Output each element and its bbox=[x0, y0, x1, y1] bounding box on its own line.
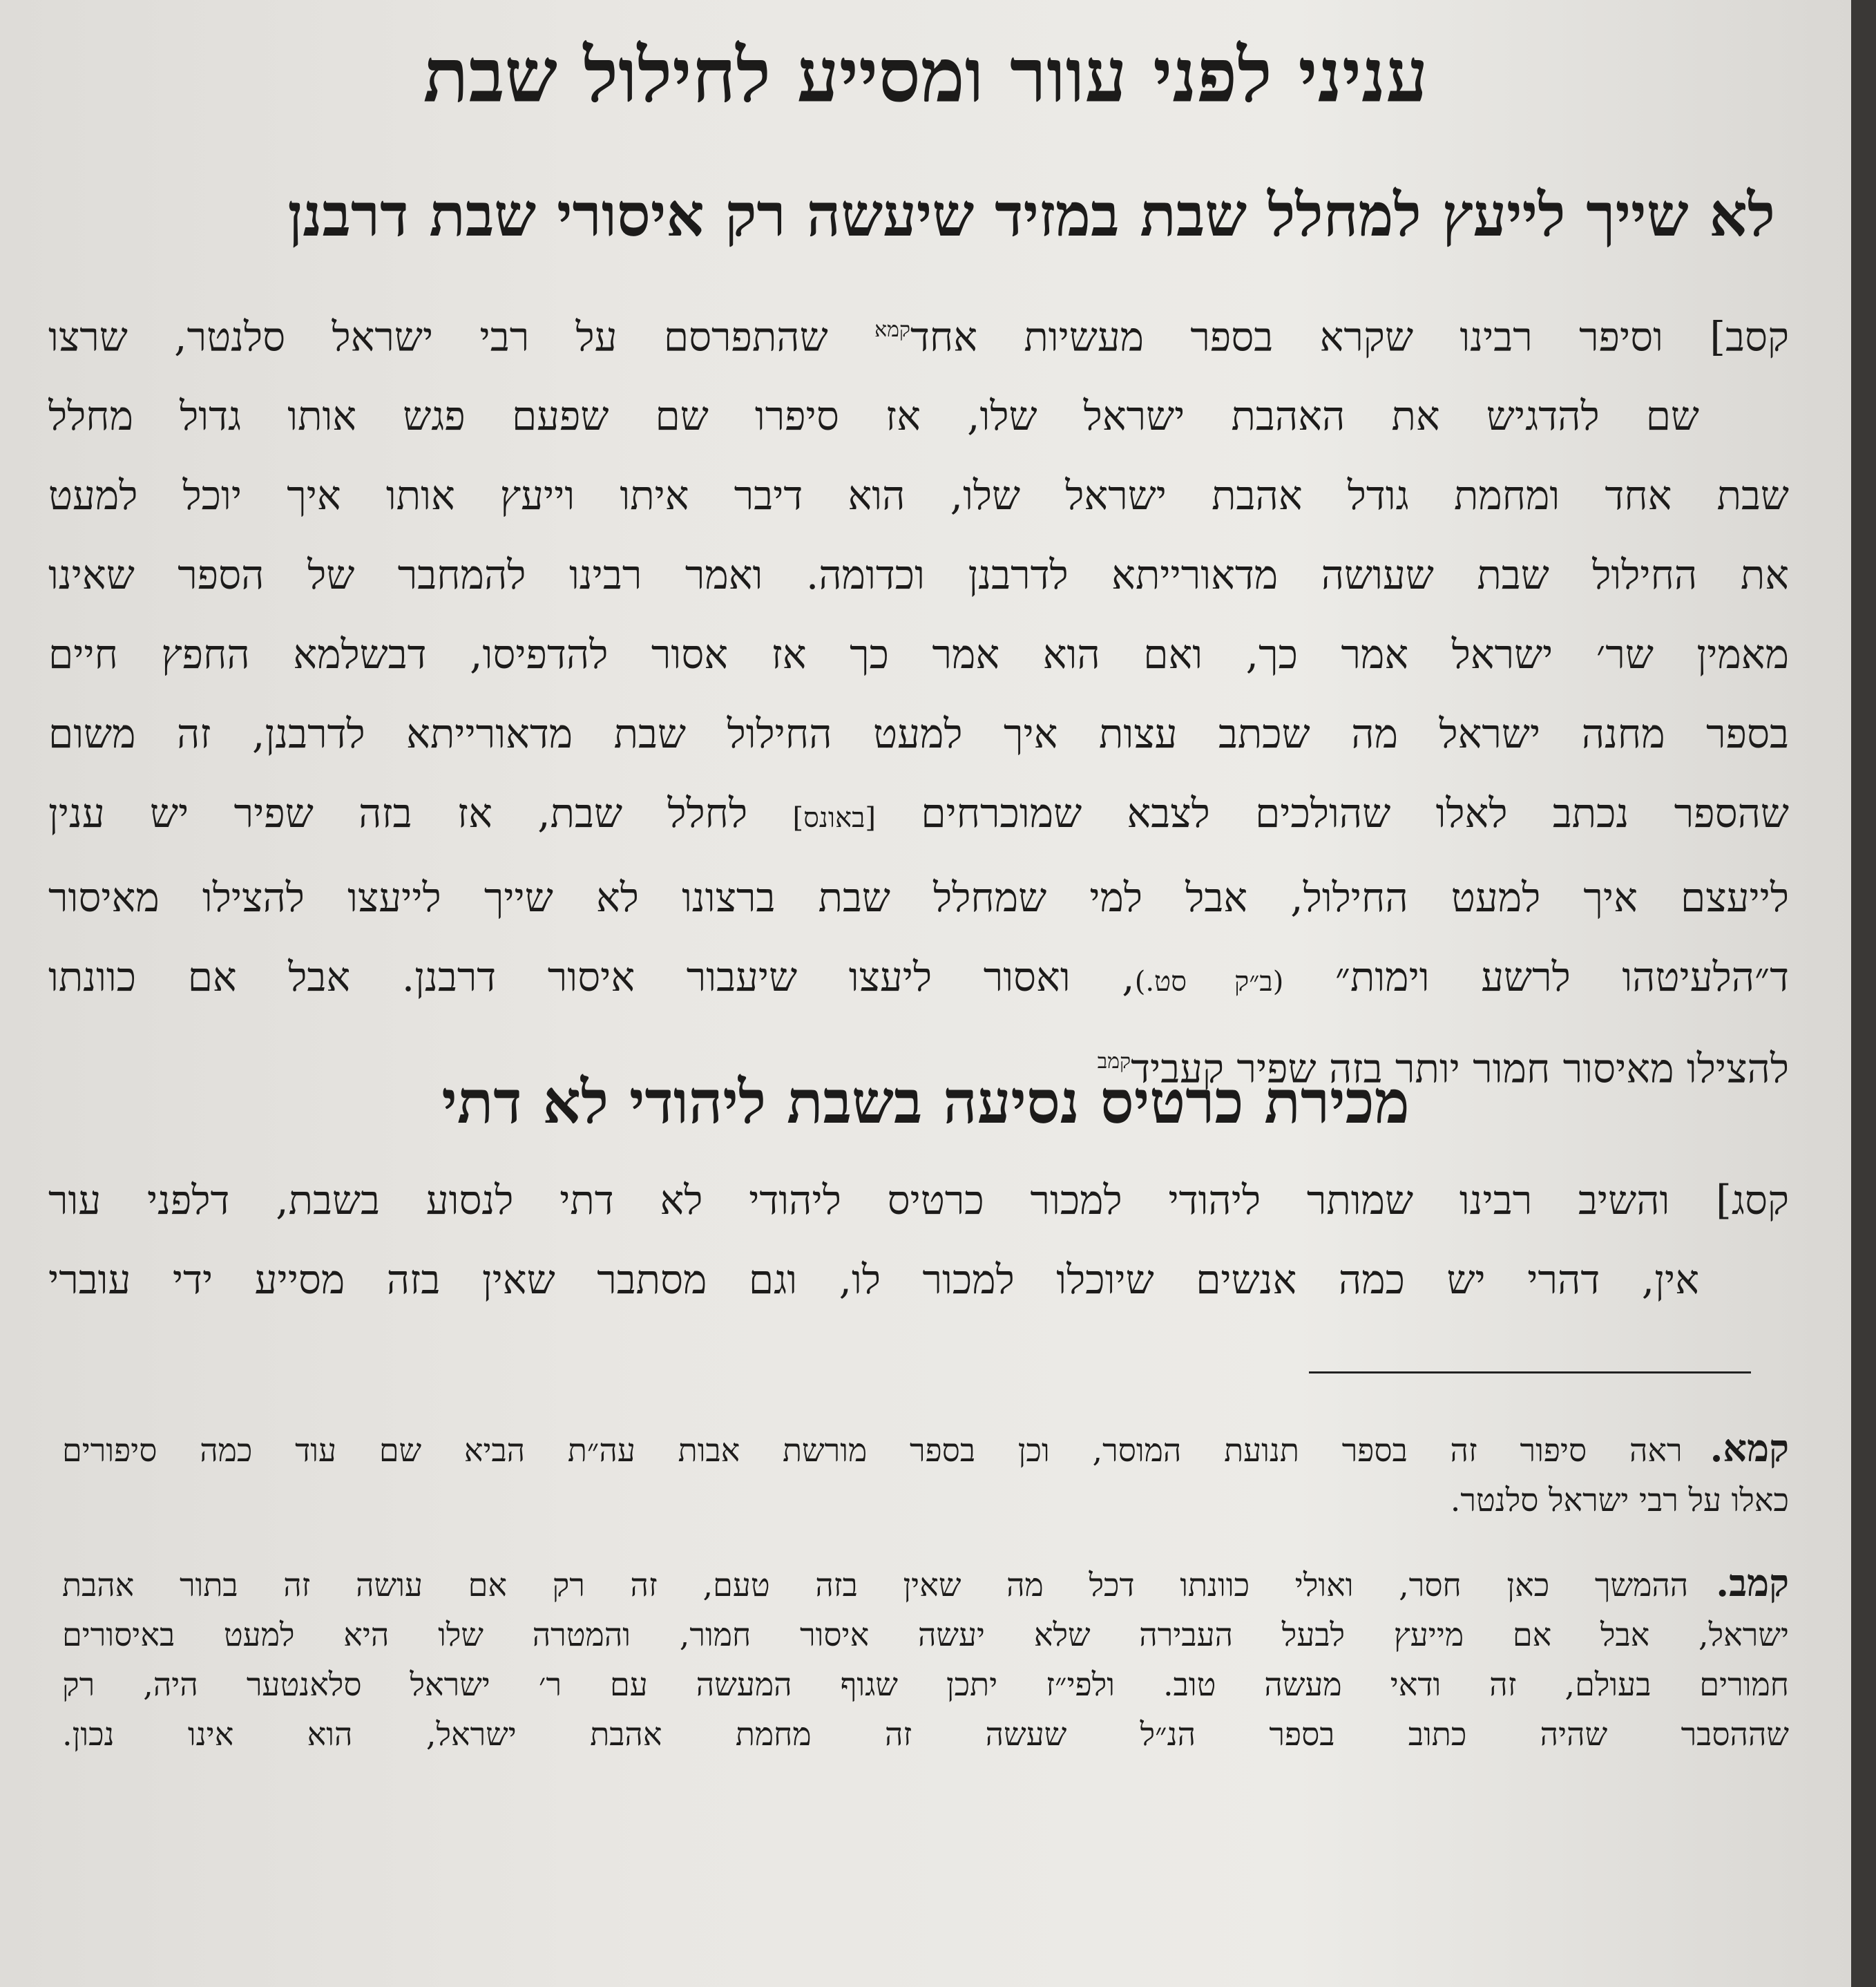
footnote-label: קמב. bbox=[1716, 1561, 1789, 1605]
section-2-body bbox=[48, 1161, 1789, 1320]
body-line: ד״הלעיטהו לרשע וימות״ (ב״ק סט.), ואסור ליעצו שיעבור איסור דרבנן. אבל אם כוונתו bbox=[48, 953, 1789, 1001]
footnote-142: קמב.ההמשך כאן חסר, ואולי כוונתו דכל מה שאין בזה טעם, זה רק אם עושה זה בתור אהבת ישראל, אבל אם מייעץ לבעל העבירה שלא יעשה איסור חמור, והמטרה שלו היא למעט באיסורים חמורים בעולם, זה ודאי מעשה טוב. ולפי״ז יתכן שגוף המעשה עם ר׳ ישראל סלאנטער היה, רק שההסבר שהיה כתוב בספר הנ״ל שעשה זה מחמת אהבת ישראל, הוא אינו נכון. bbox=[62, 1561, 1789, 1753]
page-title: עניני לפני עוור ומסייע לחילול שבת bbox=[423, 32, 1428, 120]
body-line: אין, דהרי יש כמה אנשים שיוכלו למכור לו, וגם מסתבר שאין בזה מסייע ידי עוברי bbox=[48, 1256, 1699, 1303]
footnote-141: קמא.ראה סיפור זה בספר תנועת המוסר, וכן בספר מורשת אבות עה״ת הביא שם עוד כמה סיפורים כאלו על רבי ישראל סלנטר. bbox=[62, 1426, 1789, 1519]
footnote-ref-142: קמב bbox=[1097, 1049, 1131, 1074]
body-line: לייעצם איך למעט החילול, אבל למי שמחלל שבת ברצונו לא שייך לייעצו להצילו מאיסור bbox=[48, 874, 1789, 922]
section-heading-1: לא שייך לייעץ למחלל שבת במזיד שיעשה רק איסורי שבת דרבנן bbox=[287, 180, 1775, 250]
body-line: שהספר נכתב לאלו שהולכים לצבא שמוכרחים [באונס] לחלל שבת, אז בזה שפיר יש ענין bbox=[48, 790, 1789, 837]
body-line: שבת אחד ומחמת גודל אהבת ישראל שלו, הוא דיבר איתו וייעץ אותו איך יוכל למעט bbox=[48, 472, 1789, 520]
section-heading-2: מכירת כרטיס נסיעה בשבת ליהודי לא דתי bbox=[441, 1067, 1410, 1137]
body-line: להצילו מאיסור חמור יותר בזה שפיר קעביד$^{קמב}$ bbox=[1097, 1045, 1789, 1092]
section-1-body bbox=[48, 290, 1789, 1109]
footnote-label: קמא. bbox=[1710, 1426, 1789, 1470]
body-line: בספר מחנה ישראל מה שכתב עצות איך למעט החילול שבת מדאורייתא לדרבנן, זה משום bbox=[48, 710, 1789, 758]
footnote-ref-141: קמא bbox=[874, 318, 910, 342]
body-line: שם להדגיש את האהבת ישראל שלו, אז סיפרו שם שפעם פגש אותו גדול מחלל bbox=[48, 392, 1699, 440]
body-line: קסג] והשיב רבינו שמותר ליהודי למכור כרטיס ליהודי לא דתי לנסוע בשבת, דלפני עור bbox=[48, 1177, 1789, 1224]
body-line: את החילול שבת שעושה מדאורייתא לדרבנן וכדומה. ואמר רבינו להמחבר של הספר שאינו bbox=[48, 551, 1789, 599]
body-line: קסב] וסיפר רבינו שקרא בספר מעשיות אחד$^{קמא}$ שהתפרסם על רבי ישראל סלנטר, שרצו bbox=[48, 313, 1789, 361]
footnote-divider bbox=[1309, 1371, 1751, 1373]
body-line: מאמין שר׳ ישראל אמר כך, ואם הוא אמר כך אז אסור להדפיסו, דבשלמא החפץ חיים bbox=[48, 631, 1789, 678]
